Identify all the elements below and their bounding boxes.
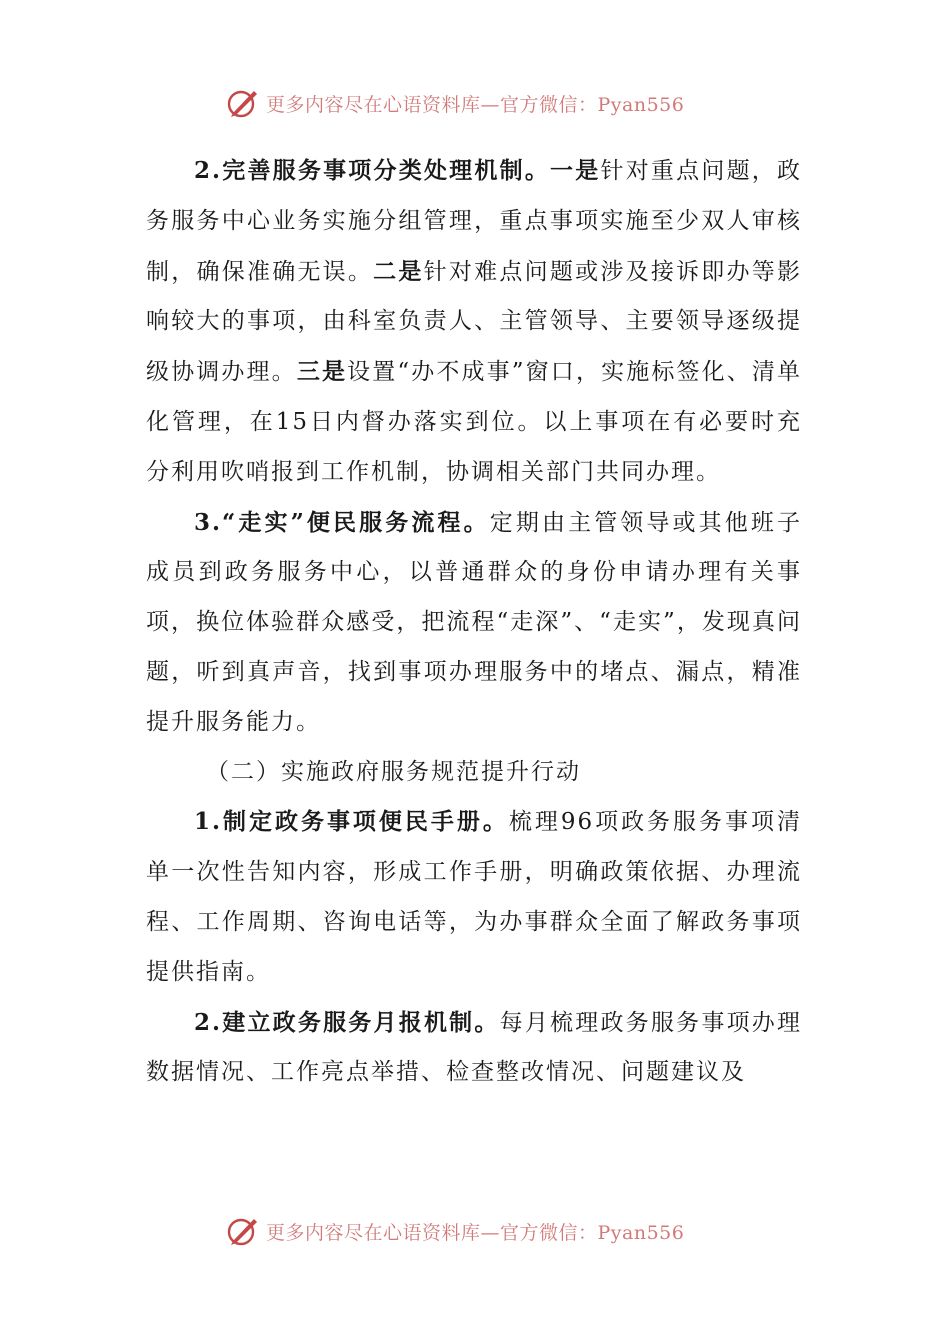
paragraph-text: 每月梳理政务服务事项办理数据情况、工作亮点举措、检查整改情况、问题建议及: [146, 1009, 803, 1086]
paragraph-text: 定期由主管领导或其他班子成员到政务服务中心，以普通群众的身份申请办理有关事项，换位体验群众感受，把流程“走深”、“走实”，发现真问题，听到真声音，找到事项办理服务中的堵点、漏点，精准提升服务能力。: [146, 509, 802, 735]
paragraph-lead: 2.建立政务服务月报机制。: [194, 1008, 500, 1036]
paragraph-service-process: [146, 498, 802, 748]
watermark-footer: [226, 1211, 726, 1251]
watermark-text: 更多内容尽在心语资料库—官方微信：Pyan556: [266, 1221, 685, 1244]
paragraph-lead: 1.制定政务事项便民手册。: [194, 808, 509, 836]
paragraph-text: 梳理96项政务服务事项清单一次性告知内容，形成工作手册，明确政策依据、办理流程、工作周期、咨询电话等，为办事群众全面了解政务事项提供指南。: [146, 809, 802, 985]
marker-third: 三是: [296, 358, 348, 386]
paragraph-text: 针对难点问题或涉及接诉即办等影响较大的事项，由科室负责人、主管领导、主要领导逐级提级协调办理。: [146, 258, 803, 386]
marker-first: 一是: [550, 157, 601, 184]
paragraph-lead: 3.“走实”便民服务流程。: [194, 508, 490, 536]
body-text: [146, 146, 802, 1098]
marker-second: 二是: [373, 257, 424, 285]
paragraph-text: 设置“办不成事”窗口，实施标签化、清单化管理，在15日内督办落实到位。以上事项在有必要时充分利用吹哨报到工作机制，协调相关部门共同办理。: [146, 359, 803, 485]
watermark-text: 更多内容尽在心语资料库—官方微信：Pyan556: [266, 93, 685, 116]
pen-logo-icon: [226, 1214, 260, 1248]
paragraph-lead: 2.完善服务事项分类处理机制。: [194, 157, 551, 184]
section-heading: （二）实施政府服务规范提升行动: [206, 758, 581, 785]
paragraph-service-classification: [146, 146, 802, 498]
pen-logo-icon: [226, 86, 260, 120]
paragraph-text: 针对重点问题，政务服务中心业务实施分组管理，重点事项实施至少双人审核制，确保准确无误。: [146, 158, 803, 285]
paragraph-monthly-report: [146, 998, 802, 1099]
watermark-header: [226, 83, 726, 123]
paragraph-handbook: [146, 797, 802, 997]
